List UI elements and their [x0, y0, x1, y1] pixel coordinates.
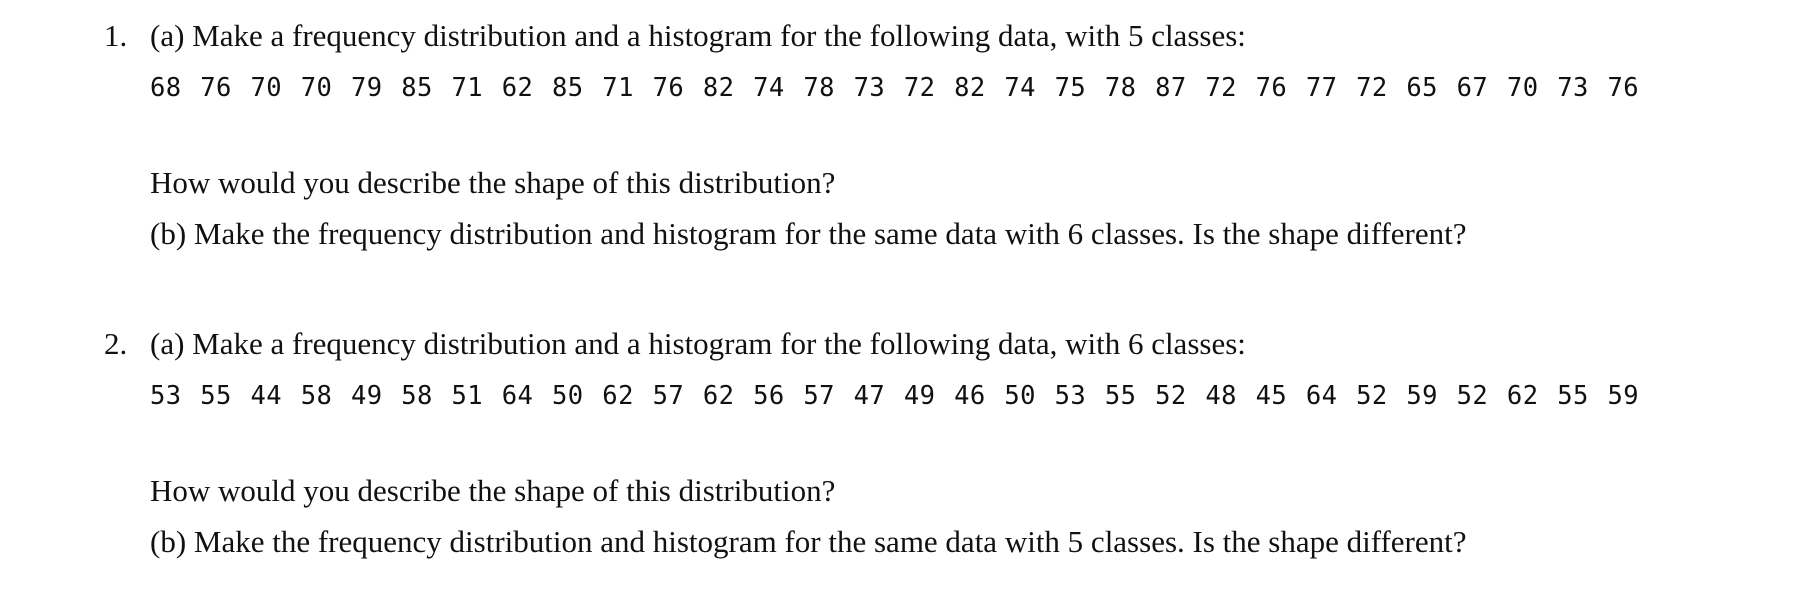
data-values: 68 76 70 70 79 85 71 62 85 71 76 82 74 78 73 72 82 74 75 78 87 72 76 77 72 65 67 70 73 76: [150, 73, 1639, 103]
shape-question: How would you describe the shape of this distribution?: [150, 165, 836, 200]
shape-question: How would you describe the shape of this distribution?: [150, 473, 836, 508]
problem-number: 1.: [104, 18, 128, 53]
problem-number: 2.: [104, 326, 128, 361]
part-b-prompt: (b) Make the frequency distribution and histogram for the same data with 6 classes. Is the shape different?: [150, 216, 1467, 251]
part-a-prompt: (a) Make a frequency distribution and a histogram for the following data, with 6 classes:: [150, 326, 1246, 361]
part-b-prompt: (b) Make the frequency distribution and histogram for the same data with 5 classes. Is the shape different?: [150, 524, 1467, 559]
part-a-prompt: (a) Make a frequency distribution and a histogram for the following data, with 5 classes:: [150, 18, 1246, 53]
data-values: 53 55 44 58 49 58 51 64 50 62 57 62 56 57 47 49 46 50 53 55 52 48 45 64 52 59 52 62 55 59: [150, 381, 1639, 411]
